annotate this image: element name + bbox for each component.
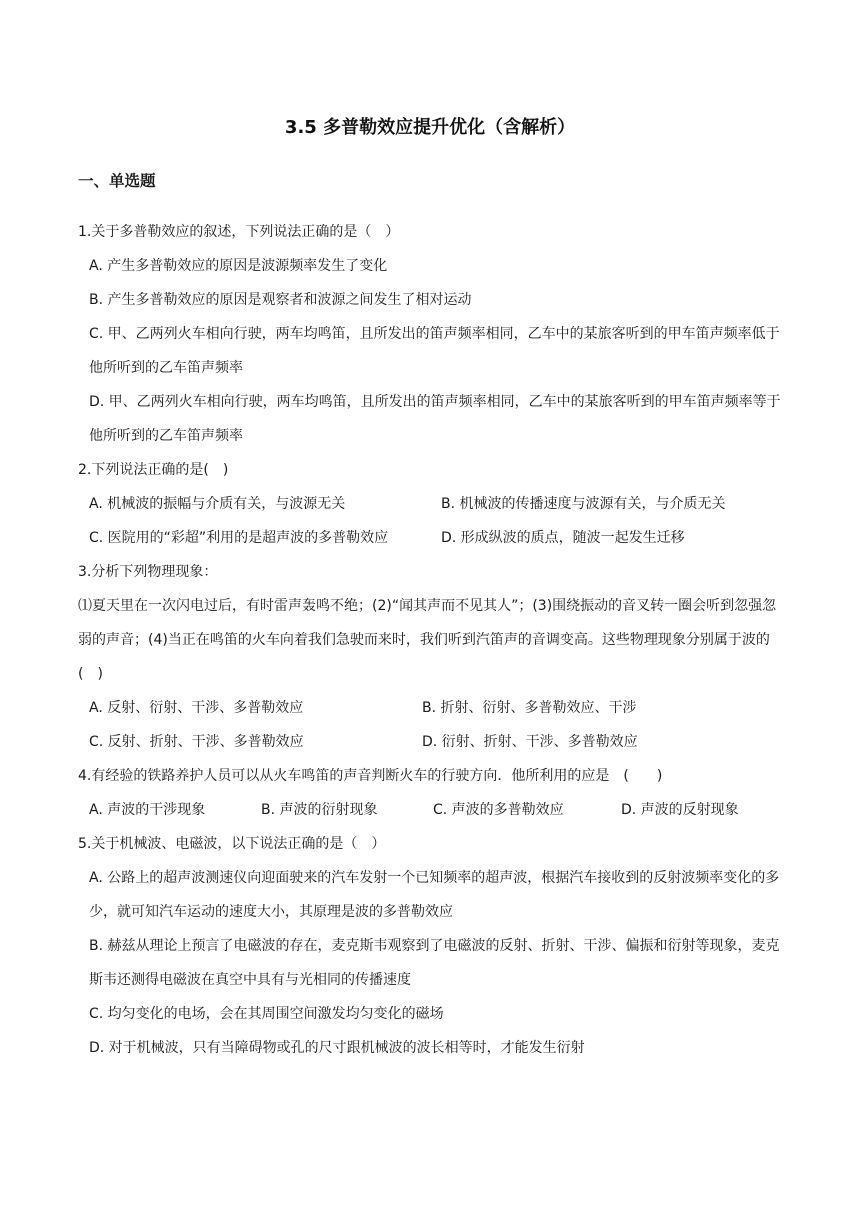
question-3-option-a: A. 反射、衍射、干涉、多普勒效应 xyxy=(89,700,304,716)
question-5-option-a: A. 公路上的超声波测速仪向迎面驶来的汽车发射一个已知频率的超声波，根据汽车接收到的反射波频率变化的多少，就可知汽车运动的速度大小，其原理是波的多普勒效应 xyxy=(89,870,780,920)
question-5-option-d: D. 对于机械波，只有当障碍物或孔的尺寸跟机械波的波长相等时，才能发生衍射 xyxy=(89,1040,585,1056)
question-4-option-d: D. 声波的反射现象 xyxy=(621,802,739,818)
question-3-option-d: D. 衍射、折射、干涉、多普勒效应 xyxy=(422,734,638,750)
document-title: 3.5 多普勒效应提升优化（含解析） xyxy=(284,117,576,138)
question-1-stem: 1.关于多普勒效应的叙述，下列说法正确的是（ ） xyxy=(78,224,400,240)
question-1-option-a: A. 产生多普勒效应的原因是波源频率发生了变化 xyxy=(89,258,388,274)
question-2-option-c: C. 医院用的“彩超”利用的是超声波的多普勒效应 xyxy=(89,530,389,546)
question-2-stem: 2.下列说法正确的是( ) xyxy=(78,462,229,478)
question-4-option-c: C. 声波的多普勒效应 xyxy=(433,802,564,818)
section-heading: 一、单选题 xyxy=(78,172,156,190)
question-3-body: ⑴夏天里在一次闪电过后，有时雷声轰鸣不绝；(2)“闻其声而不见其人”；(3)围绕振动的音叉转一圈会听到忽强忽弱的声音；(4)当正在鸣笛的火车向着我们急驶而来时，我们听到汽笛声的音调变高。这些物理现象分别属于波的( ) xyxy=(78,598,777,682)
question-5-option-c: C. 均匀变化的电场，会在其周围空间激发均匀变化的磁场 xyxy=(89,1006,444,1022)
question-3-option-b: B. 折射、衍射、多普勒效应、干涉 xyxy=(422,700,637,716)
question-4-options-row xyxy=(78,793,788,827)
question-3-options-row-2 xyxy=(78,725,788,759)
question-4-option-a: A. 声波的干涉现象 xyxy=(89,802,206,818)
question-3-option-c: C. 反射、折射、干涉、多普勒效应 xyxy=(89,734,304,750)
question-5-stem: 5.关于机械波、电磁波，以下说法正确的是（ ） xyxy=(78,836,386,852)
question-list xyxy=(78,215,788,1065)
question-3-stem: 3.分析下列物理现象： xyxy=(78,564,218,580)
question-1-option-b: B. 产生多普勒效应的原因是观察者和波源之间发生了相对运动 xyxy=(89,292,472,308)
question-3-options-row-1 xyxy=(78,691,788,725)
question-1-option-d: D. 甲、乙两列火车相向行驶，两车均鸣笛，且所发出的笛声频率相同，乙车中的某旅客听到的甲车笛声频率等于他所听到的乙车笛声频率 xyxy=(89,394,781,444)
question-1-option-c: C. 甲、乙两列火车相向行驶，两车均鸣笛，且所发出的笛声频率相同，乙车中的某旅客听到的甲车笛声频率低于他所听到的乙车笛声频率 xyxy=(89,326,780,376)
question-2-options-row-1 xyxy=(78,487,788,521)
question-4-stem: 4.有经验的铁路养护人员可以从火车鸣笛的声音判断火车的行驶方向．他所利用的应是 ( ) xyxy=(78,768,663,784)
question-5-option-b: B. 赫兹从理论上预言了电磁波的存在，麦克斯韦观察到了电磁波的反射、折射、干涉、偏振和衍射等现象，麦克斯韦还测得电磁波在真空中具有与光相同的传播速度 xyxy=(89,938,780,988)
question-2-options-row-2 xyxy=(78,521,788,555)
question-2-option-b: B. 机械波的传播速度与波源有关，与介质无关 xyxy=(441,496,726,512)
question-2-option-d: D. 形成纵波的质点，随波一起发生迁移 xyxy=(441,530,685,546)
question-2-option-a: A. 机械波的振幅与介质有关，与波源无关 xyxy=(89,496,346,512)
question-4-option-b: B. 声波的衍射现象 xyxy=(261,802,378,818)
